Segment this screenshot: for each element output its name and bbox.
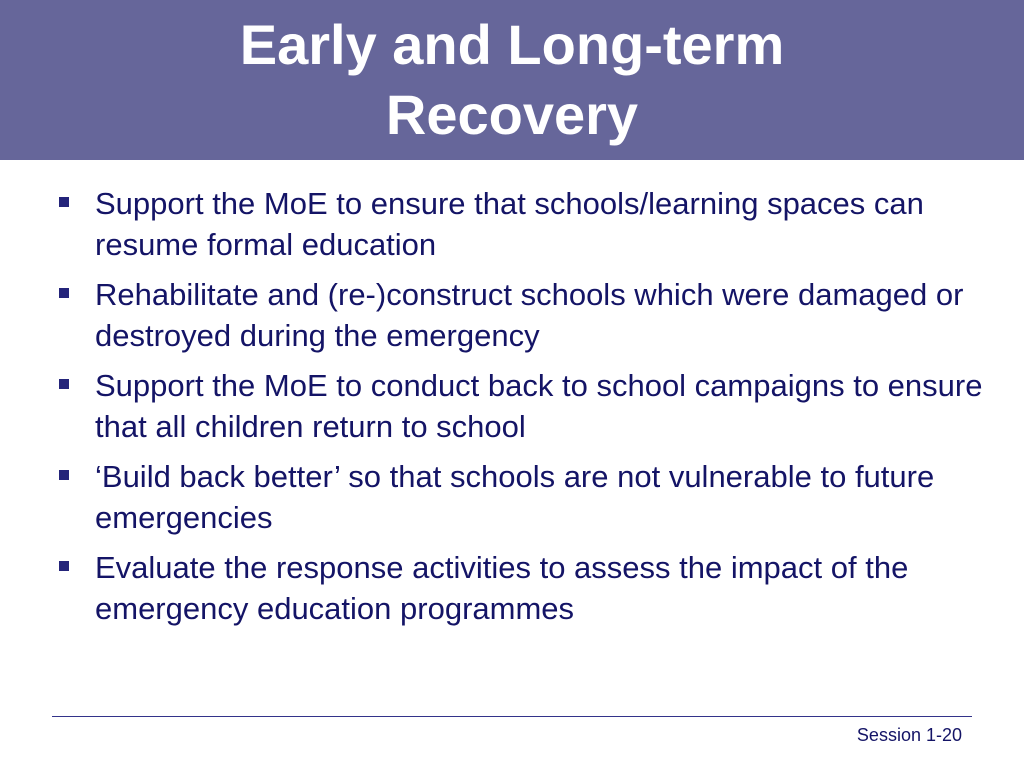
bullet-item [56,457,1016,538]
bullet-item [56,548,1016,629]
square-bullet-icon [59,379,69,389]
square-bullet-icon [59,470,69,480]
title-bar [0,0,1024,160]
square-bullet-icon [59,288,69,298]
square-bullet-icon [59,197,69,207]
slide-title-line-2: Recovery [385,83,639,146]
slide-title-line-1: Early and Long-term [239,13,785,76]
bullet-list [56,184,1016,639]
bullet-text: Evaluate the response activities to assess the impact of the emergency education programmes [95,550,909,626]
slide-number: Session 1-20 [856,725,962,745]
bullet-text: Rehabilitate and (re-)construct schools which were damaged or destroyed during the emergency [95,277,964,353]
square-bullet-icon [59,561,69,571]
bullet-item [56,366,1016,447]
slide-title [0,10,1024,150]
bullet-text: ‘Build back better’ so that schools are not vulnerable to future emergencies [95,459,935,535]
bullet-text: Support the MoE to conduct back to school campaigns to ensure that all children return to school [95,368,983,444]
bullet-item [56,184,1016,265]
bullet-text: Support the MoE to ensure that schools/learning spaces can resume formal education [95,186,924,262]
bullet-item [56,275,1016,356]
footer-divider [52,716,972,717]
